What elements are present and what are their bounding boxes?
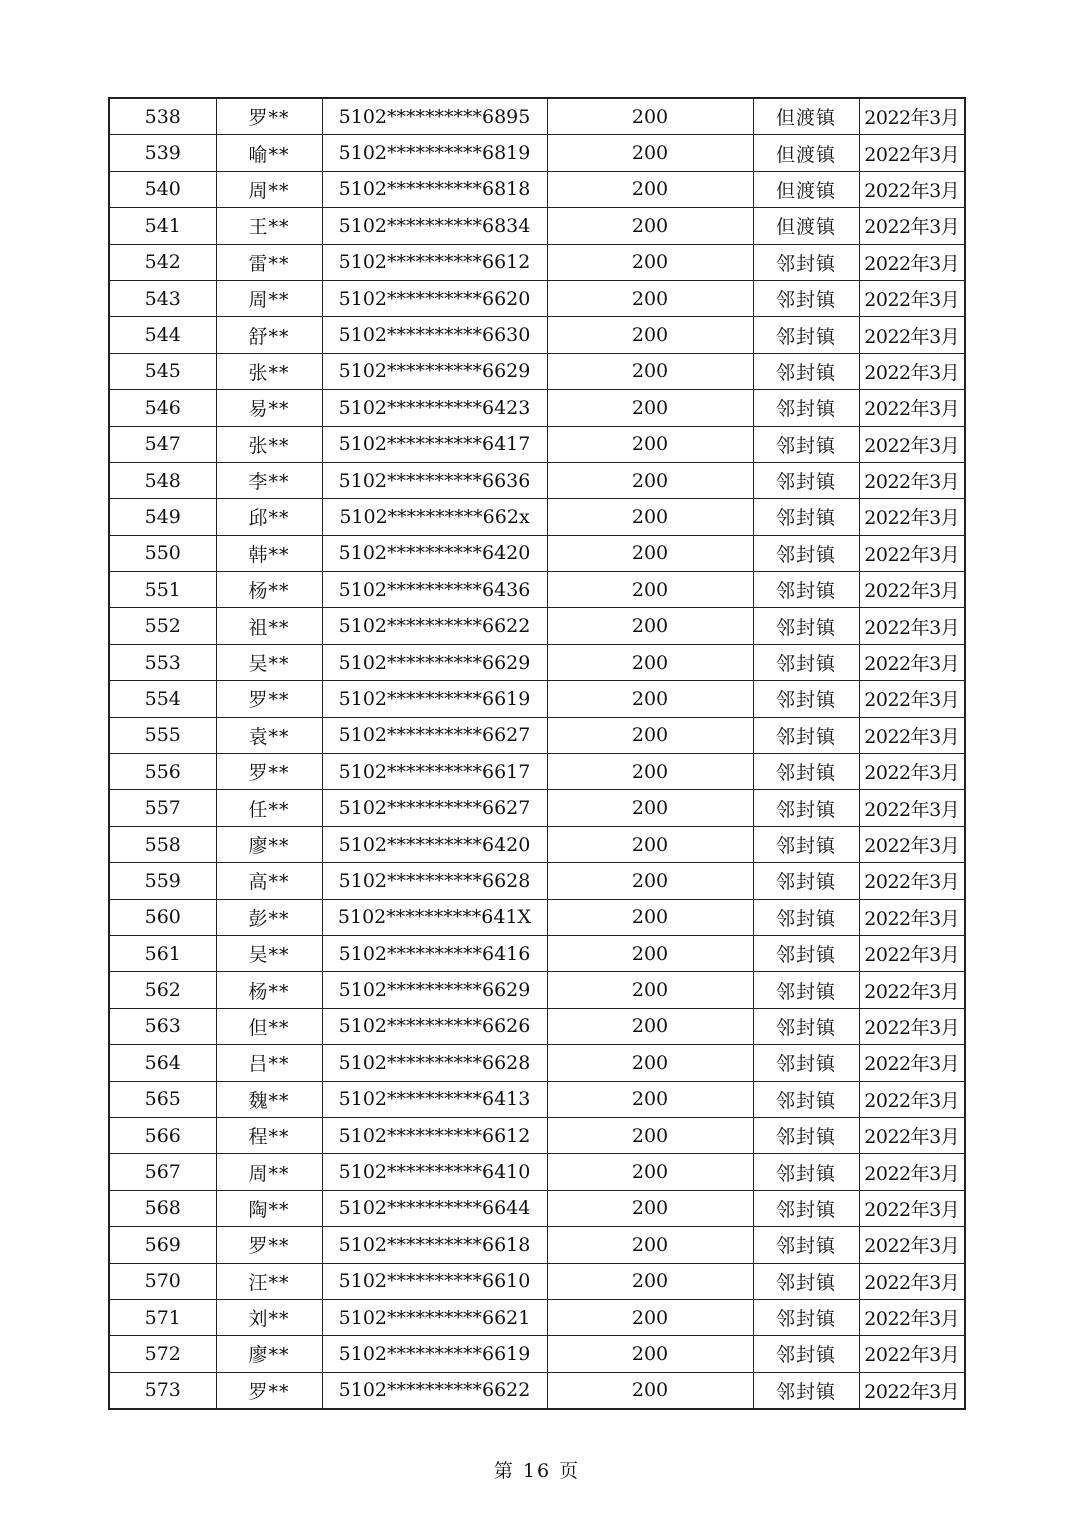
seq-number-cell: 546 [109,390,216,426]
id-number-cell: 5102**********6622 [322,1372,547,1409]
name-cell: 雷** [216,244,322,280]
town-cell: 邻封镇 [753,681,859,717]
seq-number-cell: 545 [109,353,216,389]
seq-number-cell: 573 [109,1372,216,1409]
town-cell: 邻封镇 [753,1190,859,1226]
id-number-cell: 5102**********6629 [322,644,547,680]
name-cell: 陶** [216,1190,322,1226]
name-cell: 喻** [216,135,322,171]
name-cell: 李** [216,462,322,498]
seq-number-cell: 540 [109,171,216,207]
town-cell: 但渡镇 [753,171,859,207]
date-cell: 2022年3月 [859,135,965,171]
table-row [109,426,965,462]
id-number-cell: 5102**********6818 [322,171,547,207]
id-number-cell: 5102**********6622 [322,608,547,644]
seq-number-cell: 559 [109,863,216,899]
id-number-cell: 5102**********6619 [322,1336,547,1372]
seq-number-cell: 539 [109,135,216,171]
name-cell: 周** [216,1154,322,1190]
name-cell: 易** [216,390,322,426]
amount-cell: 200 [547,572,753,608]
id-number-cell: 5102**********6423 [322,390,547,426]
id-number-cell: 5102**********6819 [322,135,547,171]
date-cell: 2022年3月 [859,390,965,426]
amount-cell: 200 [547,935,753,971]
seq-number-cell: 564 [109,1045,216,1081]
town-cell: 邻封镇 [753,1008,859,1044]
name-cell: 彭** [216,899,322,935]
seq-number-cell: 557 [109,790,216,826]
town-cell: 但渡镇 [753,208,859,244]
town-cell: 邻封镇 [753,863,859,899]
table-row [109,317,965,353]
table-row [109,1008,965,1044]
seq-number-cell: 567 [109,1154,216,1190]
date-cell: 2022年3月 [859,353,965,389]
date-cell: 2022年3月 [859,1045,965,1081]
seq-number-cell: 569 [109,1227,216,1263]
seq-number-cell: 538 [109,98,216,135]
name-cell: 张** [216,353,322,389]
id-number-cell: 5102**********6620 [322,280,547,316]
name-cell: 舒** [216,317,322,353]
id-number-cell: 5102**********6612 [322,244,547,280]
seq-number-cell: 558 [109,826,216,862]
id-number-cell: 5102**********641X [322,899,547,935]
town-cell: 邻封镇 [753,535,859,571]
name-cell: 廖** [216,1336,322,1372]
id-number-cell: 5102**********6417 [322,426,547,462]
town-cell: 邻封镇 [753,390,859,426]
seq-number-cell: 543 [109,280,216,316]
seq-number-cell: 541 [109,208,216,244]
amount-cell: 200 [547,608,753,644]
date-cell: 2022年3月 [859,1154,965,1190]
table-row [109,1299,965,1335]
name-cell: 张** [216,426,322,462]
table-row [109,1263,965,1299]
id-number-cell: 5102**********6626 [322,1008,547,1044]
name-cell: 程** [216,1117,322,1153]
amount-cell: 200 [547,317,753,353]
name-cell: 周** [216,171,322,207]
seq-number-cell: 556 [109,754,216,790]
id-number-cell: 5102**********6895 [322,98,547,135]
date-cell: 2022年3月 [859,98,965,135]
town-cell: 邻封镇 [753,462,859,498]
town-cell: 邻封镇 [753,608,859,644]
town-cell: 邻封镇 [753,644,859,680]
table-row [109,899,965,935]
table-row [109,1372,965,1409]
town-cell: 邻封镇 [753,1227,859,1263]
table-row [109,826,965,862]
name-cell: 吴** [216,935,322,971]
id-number-cell: 5102**********6644 [322,1190,547,1226]
seq-number-cell: 548 [109,462,216,498]
table-row [109,499,965,535]
town-cell: 邻封镇 [753,499,859,535]
amount-cell: 200 [547,899,753,935]
name-cell: 罗** [216,98,322,135]
town-cell: 邻封镇 [753,754,859,790]
seq-number-cell: 563 [109,1008,216,1044]
name-cell: 王** [216,208,322,244]
date-cell: 2022年3月 [859,681,965,717]
town-cell: 邻封镇 [753,1045,859,1081]
id-number-cell: 5102**********6420 [322,535,547,571]
table-row [109,462,965,498]
date-cell: 2022年3月 [859,1227,965,1263]
name-cell: 任** [216,790,322,826]
town-cell: 邻封镇 [753,1372,859,1409]
table-row [109,681,965,717]
name-cell: 汪** [216,1263,322,1299]
town-cell: 邻封镇 [753,1154,859,1190]
table-row [109,644,965,680]
seq-number-cell: 542 [109,244,216,280]
seq-number-cell: 553 [109,644,216,680]
date-cell: 2022年3月 [859,1081,965,1117]
amount-cell: 200 [547,426,753,462]
town-cell: 邻封镇 [753,353,859,389]
seq-number-cell: 549 [109,499,216,535]
table-row [109,353,965,389]
name-cell: 袁** [216,717,322,753]
amount-cell: 200 [547,1117,753,1153]
town-cell: 邻封镇 [753,317,859,353]
table-row [109,1154,965,1190]
town-cell: 邻封镇 [753,826,859,862]
town-cell: 但渡镇 [753,135,859,171]
date-cell: 2022年3月 [859,826,965,862]
seq-number-cell: 560 [109,899,216,935]
id-number-cell: 5102**********6612 [322,1117,547,1153]
name-cell: 周** [216,280,322,316]
name-cell: 祖** [216,608,322,644]
name-cell: 杨** [216,572,322,608]
name-cell: 吕** [216,1045,322,1081]
name-cell: 刘** [216,1299,322,1335]
date-cell: 2022年3月 [859,608,965,644]
id-number-cell: 5102**********6629 [322,353,547,389]
table-row [109,171,965,207]
name-cell: 韩** [216,535,322,571]
name-cell: 廖** [216,826,322,862]
name-cell: 罗** [216,681,322,717]
amount-cell: 200 [547,390,753,426]
table-row [109,1117,965,1153]
town-cell: 邻封镇 [753,244,859,280]
name-cell: 魏** [216,1081,322,1117]
town-cell: 邻封镇 [753,1081,859,1117]
date-cell: 2022年3月 [859,1190,965,1226]
amount-cell: 200 [547,1154,753,1190]
date-cell: 2022年3月 [859,244,965,280]
records-table [108,97,966,1410]
seq-number-cell: 568 [109,1190,216,1226]
table-row [109,1190,965,1226]
amount-cell: 200 [547,98,753,135]
date-cell: 2022年3月 [859,499,965,535]
seq-number-cell: 550 [109,535,216,571]
date-cell: 2022年3月 [859,972,965,1008]
seq-number-cell: 544 [109,317,216,353]
town-cell: 邻封镇 [753,935,859,971]
seq-number-cell: 571 [109,1299,216,1335]
name-cell: 吴** [216,644,322,680]
amount-cell: 200 [547,353,753,389]
name-cell: 高** [216,863,322,899]
table-row [109,1336,965,1372]
amount-cell: 200 [547,535,753,571]
id-number-cell: 5102**********6621 [322,1299,547,1335]
amount-cell: 200 [547,171,753,207]
town-cell: 邻封镇 [753,1336,859,1372]
table-row [109,98,965,135]
seq-number-cell: 562 [109,972,216,1008]
table-row [109,790,965,826]
seq-number-cell: 547 [109,426,216,462]
table-row [109,390,965,426]
town-cell: 邻封镇 [753,1263,859,1299]
page-number: 第 16 页 [493,1460,581,1482]
id-number-cell: 5102**********6636 [322,462,547,498]
id-number-cell: 5102**********6628 [322,1045,547,1081]
town-cell: 邻封镇 [753,1299,859,1335]
amount-cell: 200 [547,1227,753,1263]
id-number-cell: 5102**********6617 [322,754,547,790]
table-row [109,1081,965,1117]
date-cell: 2022年3月 [859,754,965,790]
amount-cell: 200 [547,826,753,862]
date-cell: 2022年3月 [859,899,965,935]
town-cell: 邻封镇 [753,572,859,608]
town-cell: 邻封镇 [753,1117,859,1153]
name-cell: 但** [216,1008,322,1044]
amount-cell: 200 [547,644,753,680]
town-cell: 但渡镇 [753,98,859,135]
table-row [109,972,965,1008]
table-row [109,244,965,280]
date-cell: 2022年3月 [859,863,965,899]
id-number-cell: 5102**********6413 [322,1081,547,1117]
id-number-cell: 5102**********6627 [322,717,547,753]
id-number-cell: 5102**********6630 [322,317,547,353]
amount-cell: 200 [547,208,753,244]
seq-number-cell: 565 [109,1081,216,1117]
id-number-cell: 5102**********6628 [322,863,547,899]
id-number-cell: 5102**********6610 [322,1263,547,1299]
date-cell: 2022年3月 [859,935,965,971]
id-number-cell: 5102**********6618 [322,1227,547,1263]
seq-number-cell: 570 [109,1263,216,1299]
table-row [109,280,965,316]
town-cell: 邻封镇 [753,426,859,462]
amount-cell: 200 [547,462,753,498]
amount-cell: 200 [547,863,753,899]
seq-number-cell: 551 [109,572,216,608]
amount-cell: 200 [547,135,753,171]
records-body [109,98,965,1409]
id-number-cell: 5102**********6416 [322,935,547,971]
name-cell: 罗** [216,754,322,790]
table-row [109,208,965,244]
table-row [109,1227,965,1263]
table-row [109,608,965,644]
date-cell: 2022年3月 [859,1117,965,1153]
town-cell: 邻封镇 [753,717,859,753]
town-cell: 邻封镇 [753,280,859,316]
date-cell: 2022年3月 [859,462,965,498]
amount-cell: 200 [547,1045,753,1081]
table-row [109,754,965,790]
table-row [109,863,965,899]
amount-cell: 200 [547,717,753,753]
table-row [109,572,965,608]
id-number-cell: 5102**********6436 [322,572,547,608]
date-cell: 2022年3月 [859,1336,965,1372]
amount-cell: 200 [547,244,753,280]
table-row [109,1045,965,1081]
table-row [109,935,965,971]
date-cell: 2022年3月 [859,208,965,244]
seq-number-cell: 572 [109,1336,216,1372]
table-row [109,717,965,753]
id-number-cell: 5102**********6619 [322,681,547,717]
seq-number-cell: 552 [109,608,216,644]
amount-cell: 200 [547,499,753,535]
town-cell: 邻封镇 [753,899,859,935]
date-cell: 2022年3月 [859,535,965,571]
town-cell: 邻封镇 [753,972,859,1008]
amount-cell: 200 [547,754,753,790]
name-cell: 杨** [216,972,322,1008]
date-cell: 2022年3月 [859,171,965,207]
table-row [109,535,965,571]
amount-cell: 200 [547,1008,753,1044]
amount-cell: 200 [547,1372,753,1409]
id-number-cell: 5102**********6629 [322,972,547,1008]
id-number-cell: 5102**********6627 [322,790,547,826]
date-cell: 2022年3月 [859,1008,965,1044]
amount-cell: 200 [547,1081,753,1117]
amount-cell: 200 [547,1336,753,1372]
date-cell: 2022年3月 [859,280,965,316]
date-cell: 2022年3月 [859,317,965,353]
date-cell: 2022年3月 [859,1372,965,1409]
name-cell: 罗** [216,1372,322,1409]
seq-number-cell: 566 [109,1117,216,1153]
seq-number-cell: 554 [109,681,216,717]
id-number-cell: 5102**********662x [322,499,547,535]
seq-number-cell: 555 [109,717,216,753]
amount-cell: 200 [547,972,753,1008]
date-cell: 2022年3月 [859,717,965,753]
seq-number-cell: 561 [109,935,216,971]
date-cell: 2022年3月 [859,1299,965,1335]
id-number-cell: 5102**********6410 [322,1154,547,1190]
table-row [109,135,965,171]
date-cell: 2022年3月 [859,426,965,462]
town-cell: 邻封镇 [753,790,859,826]
date-cell: 2022年3月 [859,572,965,608]
date-cell: 2022年3月 [859,790,965,826]
amount-cell: 200 [547,790,753,826]
id-number-cell: 5102**********6834 [322,208,547,244]
amount-cell: 200 [547,280,753,316]
name-cell: 邱** [216,499,322,535]
date-cell: 2022年3月 [859,1263,965,1299]
amount-cell: 200 [547,1190,753,1226]
amount-cell: 200 [547,1299,753,1335]
date-cell: 2022年3月 [859,644,965,680]
name-cell: 罗** [216,1227,322,1263]
amount-cell: 200 [547,681,753,717]
id-number-cell: 5102**********6420 [322,826,547,862]
amount-cell: 200 [547,1263,753,1299]
